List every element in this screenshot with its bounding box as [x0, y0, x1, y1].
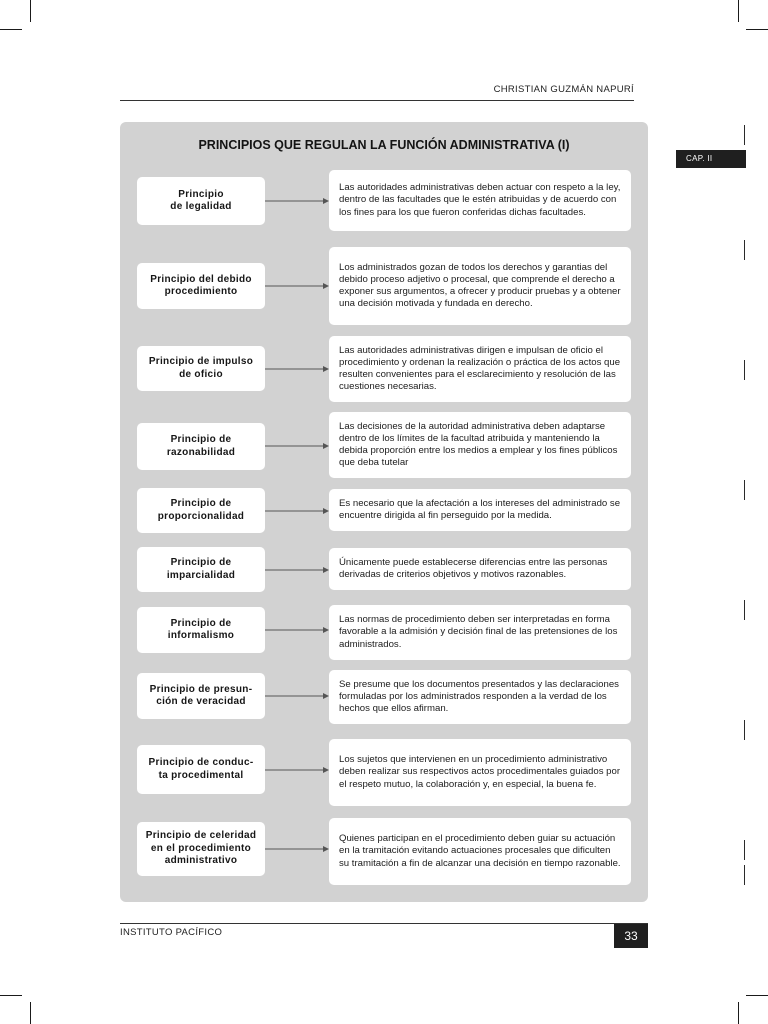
description-box: Las normas de procedimiento deben ser interpretadas en forma favorable a la admisión y decisión final de las pretensiones de los administrados.	[329, 605, 631, 660]
principle-box: Principio del debido procedimiento	[137, 263, 265, 309]
principle-box: Principio de conduc- ta procedimental	[137, 745, 265, 794]
margin-tick	[744, 125, 745, 145]
page-number: 33	[614, 924, 648, 948]
connector-arrow	[265, 508, 329, 514]
connector-arrow	[265, 767, 329, 773]
principle-box: Principio de celeridad en el procedimiento administrativo	[137, 822, 265, 876]
description-box: Se presume que los documentos presentados y las declaraciones formuladas por los administrados responden a la verdad de los hechos que ellos afirman.	[329, 670, 631, 724]
connector-arrow	[265, 283, 329, 289]
crop-mark	[738, 0, 739, 22]
principle-box: Principio de razonabilidad	[137, 423, 265, 470]
margin-tick	[744, 240, 745, 260]
crop-mark	[30, 1002, 31, 1024]
crop-mark	[0, 995, 22, 996]
principle-box: Principio de proporcionalidad	[137, 488, 265, 533]
margin-tick	[744, 360, 745, 380]
principle-box: Principio de impulso de oficio	[137, 346, 265, 391]
description-box: Únicamente puede establecerse diferencias entre las personas derivadas de criterios objetivos y motivos razonables.	[329, 548, 631, 590]
connector-arrow	[265, 567, 329, 573]
margin-tick	[744, 865, 745, 885]
crop-mark	[0, 29, 22, 30]
description-box: Las autoridades administrativas deben actuar con respeto a la ley, dentro de las facultades que le estén atribuidas y de acuerdo con los fines para los que fueron conferidas dichas facultades.	[329, 170, 631, 231]
header-rule	[120, 100, 634, 101]
footer-rule	[120, 923, 648, 924]
description-box: Es necesario que la afectación a los intereses del administrado se encuentre dirigida al fin perseguido por la medida.	[329, 489, 631, 531]
crop-mark	[30, 0, 31, 22]
connector-arrow	[265, 443, 329, 449]
diagram-panel	[120, 122, 648, 902]
description-box: Quienes participan en el procedimiento deben guiar su actuación en la tramitación evitando actuaciones procesales que dificulten su tramitación a fin de alcanzar una decisión en tiempo razonable.	[329, 818, 631, 885]
description-box: Los administrados gozan de todos los derechos y garantias del debido proceso adjetivo o procesal, que comprende el derecho a exponer sus argumentos, a ofrecer y producir pruebas y a obtener una decisión motivada y fundada en derecho.	[329, 247, 631, 325]
running-header: CHRISTIAN GUZMÁN NAPURÍ	[493, 84, 634, 95]
connector-arrow	[265, 366, 329, 372]
crop-mark	[746, 29, 768, 30]
margin-tick	[744, 480, 745, 500]
description-box: Las decisiones de la autoridad administrativa deben adaptarse dentro de los límites de la facultad atribuida y manteniendo la debida proporción entre los medios a emplear y los fines públicos que deba tutelar	[329, 412, 631, 478]
connector-arrow	[265, 198, 329, 204]
connector-arrow	[265, 693, 329, 699]
principle-box: Principio de presun- ción de veracidad	[137, 673, 265, 719]
diagram-title: PRINCIPIOS QUE REGULAN LA FUNCIÓN ADMINISTRATIVA (I)	[198, 138, 570, 152]
chapter-tab: CAP. II	[676, 150, 746, 168]
connector-arrow	[265, 627, 329, 633]
description-box: Las autoridades administrativas dirigen e impulsan de oficio el procedimiento y ordenan la realización o práctica de los actos que resulten convenientes para el esclarecimiento y resolución de las cuestiones necesarias.	[329, 336, 631, 402]
footer-publisher: INSTITUTO PACÍFICO	[120, 927, 223, 938]
margin-tick	[744, 600, 745, 620]
crop-mark	[738, 1002, 739, 1024]
margin-tick	[744, 840, 745, 860]
description-box: Los sujetos que intervienen en un procedimiento administrativo deben realizar sus respectivos actos procedimentales guiados por el respeto mutuo, la colaboración y, en especial, la buena fe.	[329, 739, 631, 806]
principle-box: Principio de informalismo	[137, 607, 265, 653]
crop-mark	[746, 995, 768, 996]
connector-arrow	[265, 846, 329, 852]
margin-tick	[744, 720, 745, 740]
principle-box: Principio de legalidad	[137, 177, 265, 225]
principle-box: Principio de imparcialidad	[137, 547, 265, 592]
